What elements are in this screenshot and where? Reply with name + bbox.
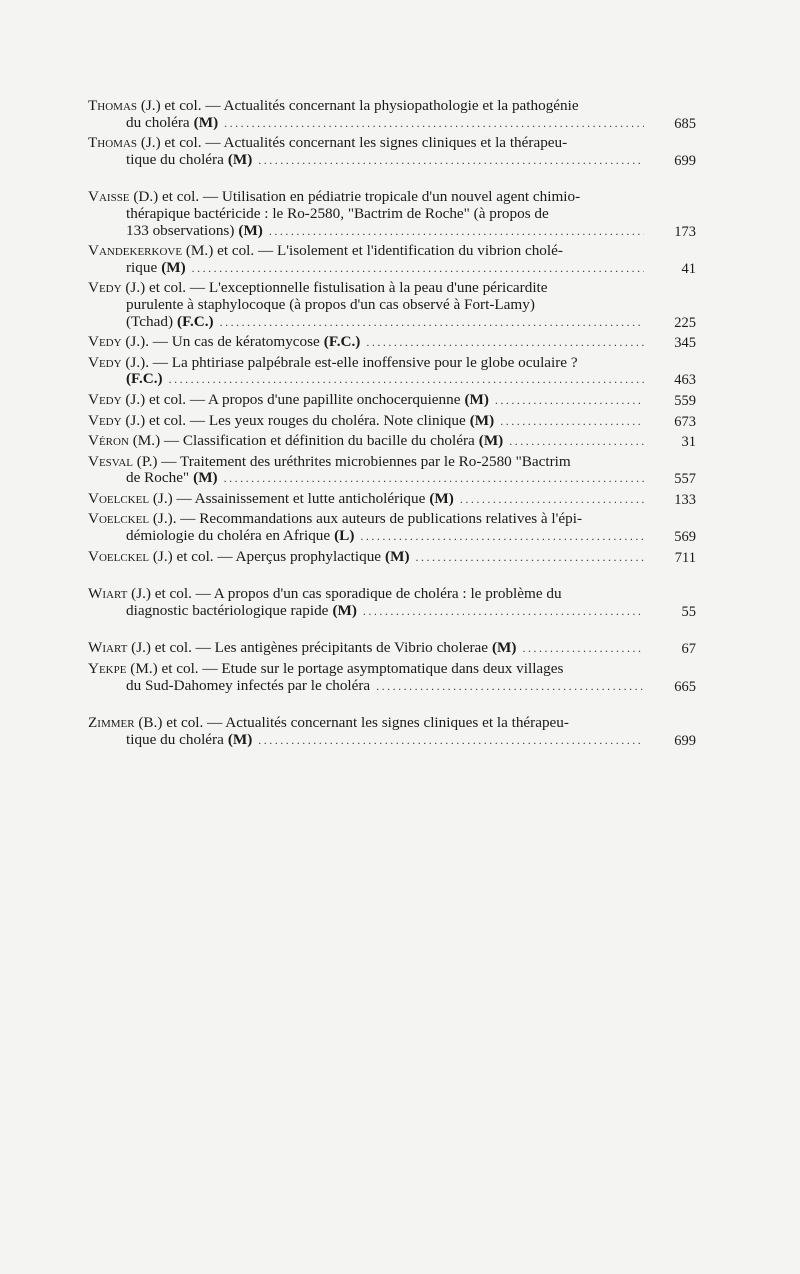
entry-title: (J.) et col. — Actualités concernant la physiopathologie et la pathogénie	[137, 97, 579, 114]
entry-last-text: 133 observations)	[126, 221, 235, 239]
entry-page-number: 41	[681, 260, 696, 277]
dot-leader	[220, 314, 644, 331]
entry-first-line	[88, 549, 646, 566]
entry-type-tag: (M)	[429, 489, 454, 507]
entry-page-number: 557	[674, 471, 696, 488]
dot-leader	[224, 115, 644, 132]
entry-author: Voelckel	[88, 547, 150, 565]
entry-page-number: 711	[674, 549, 696, 566]
entry-title: (J.) et col. — L'exceptionnelle fistulisation à la peau d'une péricardite	[121, 279, 548, 297]
entry-author: Zimmer	[88, 714, 135, 732]
entry-first-line	[88, 243, 646, 260]
index-entry	[88, 355, 696, 388]
entry-title: (J.) — Assainissement et lutte anticholérique	[149, 489, 426, 507]
entry-first-line	[88, 433, 646, 450]
entry-title: (B.) et col. — Actualités concernant les signes cliniques et la thérapeu-	[134, 714, 569, 732]
entry-page-number: 699	[674, 152, 696, 169]
entry-page-number: 559	[674, 392, 696, 409]
entry-type-tag: (M)	[332, 601, 357, 619]
entry-type-tag: (F.C.)	[177, 312, 214, 330]
entry-first-line	[88, 640, 646, 657]
entry-first-line	[88, 586, 646, 603]
entry-first-line	[88, 355, 646, 372]
entry-type-tag: (M)	[193, 469, 218, 487]
entry-first-line	[88, 715, 646, 732]
group-spacer	[88, 698, 696, 715]
entry-type-tag: (M)	[469, 411, 495, 429]
entry-last-line	[88, 470, 646, 487]
author-index	[88, 98, 696, 752]
dot-leader	[258, 732, 644, 749]
index-entry	[88, 433, 696, 450]
entry-type-tag: (M)	[492, 639, 517, 657]
entry-last-text: démiologie du choléra en Afrique	[126, 527, 331, 545]
entry-page-number: 173	[674, 223, 696, 240]
entry-page-number: 31	[681, 434, 696, 451]
entry-author: Yekpe	[88, 660, 127, 678]
index-entry	[88, 454, 696, 487]
entry-page-number: 569	[674, 529, 696, 546]
index-group	[88, 189, 696, 565]
index-group	[88, 640, 696, 694]
entry-title: (J.). — Recommandations aux auteurs de publications relatives à l'épi-	[149, 510, 583, 528]
entry-title: (M.) — Classification et définition du bacille du choléra	[128, 432, 475, 450]
entry-first-line	[88, 454, 646, 471]
entry-last-line	[88, 732, 646, 749]
entry-last-line	[88, 314, 646, 331]
entry-type-tag: (M)	[161, 258, 186, 276]
dot-leader	[363, 603, 644, 620]
group-spacer	[88, 569, 696, 586]
dot-leader	[258, 152, 644, 169]
index-entry	[88, 586, 696, 619]
entry-last-line	[88, 678, 646, 695]
index-group	[88, 586, 696, 619]
entry-first-line	[88, 98, 646, 115]
entry-last-text: de Roche"	[126, 469, 190, 487]
entry-last-text: rique	[126, 258, 158, 276]
entry-page-number: 133	[674, 491, 696, 508]
dot-leader	[224, 470, 644, 487]
entry-title: (P.) — Traitement des uréthrites microbiennes par le Ro-2580 "Bactrim	[133, 452, 571, 470]
index-entry	[88, 189, 696, 239]
entry-last-line	[88, 223, 646, 240]
entry-type-tag: (M)	[478, 432, 504, 450]
entry-title: (J.) et col. — A propos d'une papillite onchocerquienne	[121, 390, 461, 408]
entry-author: Vaisse	[88, 188, 130, 206]
index-entry	[88, 413, 696, 430]
entry-title: (J.) et col. — Actualités concernant les signes cliniques et la thérapeu-	[137, 134, 568, 152]
entry-first-line	[88, 661, 646, 678]
entry-author: Wiart	[88, 585, 128, 603]
entry-title: (M.) et col. — Etude sur le portage asymptomatique dans deux villages	[126, 660, 564, 678]
entry-last-text: (Tchad)	[126, 312, 174, 330]
dot-leader	[509, 433, 644, 450]
entry-first-line	[88, 392, 646, 409]
entry-last-line	[88, 260, 646, 277]
entry-first-line	[88, 135, 646, 152]
entry-continuation-line: purulente à staphylocoque (à propos d'un cas observé à Fort-Lamy)	[126, 295, 535, 313]
entry-first-line	[88, 413, 646, 430]
entry-title: (J.). — La phtiriase palpébrale est-elle inoffensive pour le globe oculaire ?	[121, 353, 578, 371]
dot-leader	[522, 640, 644, 657]
dot-leader	[192, 260, 644, 277]
entry-first-line	[88, 491, 646, 508]
entry-title: (J.) et col. — Les yeux rouges du choléra. Note clinique	[121, 411, 466, 429]
entry-last-text: tique du choléra	[126, 150, 224, 168]
index-entry	[88, 640, 696, 657]
entry-type-tag: (M)	[464, 390, 489, 408]
entry-first-line	[88, 334, 646, 351]
entry-author: Voelckel	[88, 489, 150, 507]
entry-type-tag: (M)	[385, 547, 410, 565]
index-entry	[88, 549, 696, 566]
entry-last-text: du Sud-Dahomey infectés par le choléra	[126, 676, 371, 694]
entry-first-line	[88, 511, 646, 528]
dot-leader	[416, 549, 645, 566]
group-spacer	[88, 623, 696, 640]
dot-leader	[360, 528, 644, 545]
entry-continuation-line: thérapique bactéricide : le Ro-2580, "Bactrim de Roche" (à propos de	[126, 204, 549, 222]
entry-type-tag: (M)	[238, 221, 263, 239]
entry-type-tag: (F.C.)	[323, 333, 361, 351]
entry-page-number: 55	[681, 603, 696, 620]
entry-page-number: 685	[674, 115, 696, 132]
group-spacer	[88, 172, 696, 189]
dot-leader	[269, 223, 644, 240]
entry-last-text: diagnostic bactériologique rapide	[126, 601, 329, 619]
entry-type-tag: (L)	[334, 527, 355, 545]
entry-title: (D.) et col. — Utilisation en pédiatrie tropicale d'un nouvel agent chimio-	[129, 188, 581, 206]
index-entry	[88, 334, 696, 351]
index-group	[88, 98, 696, 168]
entry-first-line	[88, 189, 646, 206]
entry-page-number: 225	[674, 314, 696, 331]
entry-title: (J.). — Un cas de kératomycose	[121, 333, 320, 351]
dot-leader	[500, 413, 644, 430]
entry-page-number: 665	[674, 678, 696, 695]
entry-author: Thomas	[88, 97, 138, 114]
index-entry	[88, 135, 696, 168]
entry-type-tag: (M)	[227, 150, 253, 168]
entry-page-number: 67	[681, 641, 696, 658]
entry-author: Vedy	[88, 353, 122, 371]
index-group	[88, 715, 696, 748]
entry-page-number: 345	[674, 335, 696, 352]
entry-author: Wiart	[88, 639, 128, 657]
entry-last-text: tique du choléra	[126, 730, 224, 748]
entry-title: (J.) et col. — Les antigènes précipitants de Vibrio cholerae	[127, 639, 488, 657]
dot-leader	[460, 491, 644, 508]
entry-first-line	[88, 280, 646, 297]
index-entry	[88, 511, 696, 544]
dot-leader	[495, 392, 644, 409]
entry-last-line	[88, 603, 646, 620]
entry-author: Vedy	[88, 333, 122, 351]
entry-author: Thomas	[88, 134, 138, 152]
entry-title: (M.) et col. — L'isolement et l'identification du vibrion cholé-	[182, 242, 563, 260]
entry-type-tag: (M)	[193, 113, 219, 131]
entry-page-number: 673	[674, 413, 696, 430]
entry-title: (J.) et col. — A propos d'un cas sporadique de choléra : le problème du	[127, 585, 562, 603]
entry-last-line	[88, 115, 646, 132]
index-entry	[88, 715, 696, 748]
index-entry	[88, 98, 696, 131]
entry-author: Vedy	[88, 411, 122, 429]
index-entry	[88, 243, 696, 276]
index-entry	[88, 661, 696, 694]
entry-author: Voelckel	[88, 510, 150, 528]
index-entry	[88, 392, 696, 409]
entry-last-line	[88, 152, 646, 169]
dot-leader	[169, 371, 644, 388]
dot-leader	[366, 334, 644, 351]
entry-page-number: 463	[674, 372, 696, 389]
index-entry	[88, 491, 696, 508]
entry-type-tag: (F.C.)	[126, 370, 163, 388]
entry-page-number: 699	[674, 732, 696, 749]
entry-title: (J.) et col. — Aperçus prophylactique	[149, 547, 382, 565]
entry-last-line	[88, 528, 646, 545]
entry-last-line	[88, 371, 646, 388]
entry-author: Vandekerkove	[88, 242, 183, 260]
entry-author: Vesval	[88, 452, 133, 470]
dot-leader	[376, 678, 644, 695]
entry-author: Vedy	[88, 279, 122, 297]
entry-last-text: du choléra	[126, 113, 190, 131]
entry-author: Vedy	[88, 390, 122, 408]
entry-type-tag: (M)	[227, 730, 253, 748]
entry-author: Véron	[88, 432, 129, 450]
index-entry	[88, 280, 696, 330]
